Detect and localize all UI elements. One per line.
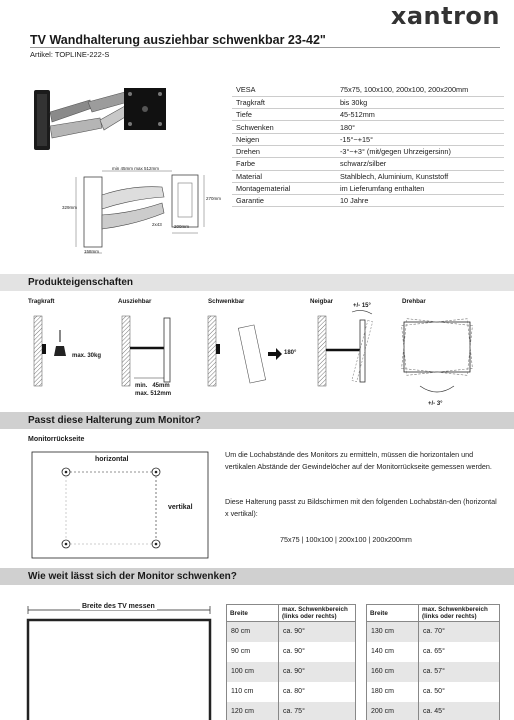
monitor-paragraph-1: Um die Lochabstände des Monitors zu ermitteln, müssen die horizontalen und vertikalen Abstände der Gewindelöcher auf der Monitorrückseite gemessen werden. xyxy=(225,450,492,471)
dim-label: 270mm xyxy=(206,196,222,201)
monitor-subtitle: Monitorrückseite xyxy=(28,436,85,443)
swivel-table-right xyxy=(366,604,500,720)
width-cell: 100 cm xyxy=(227,662,279,682)
col-range: max. Schwenkbereich (links oder rechts) xyxy=(419,605,500,622)
width-cell: 160 cm xyxy=(367,662,419,682)
product-photo xyxy=(30,78,205,170)
width-cell: 80 cm xyxy=(227,622,279,642)
table-row xyxy=(227,642,356,662)
range-cell: ca. 90° xyxy=(279,622,356,642)
range-cell: ca. 45° xyxy=(419,702,500,720)
table-row xyxy=(227,702,356,720)
width-cell: 130 cm xyxy=(367,622,419,642)
feature-note-neigbar: +/- 15° xyxy=(353,303,371,309)
spec-row xyxy=(232,170,504,182)
col-width: Breite xyxy=(367,605,419,622)
spec-value: im Lieferumfang enthalten xyxy=(336,182,504,194)
spec-key: Tiefe xyxy=(232,109,336,121)
dim-label: 158mm xyxy=(84,249,100,254)
width-cell: 90 cm xyxy=(227,642,279,662)
spec-key: Montagematerial xyxy=(232,182,336,194)
range-cell: ca. 70° xyxy=(419,622,500,642)
table-row xyxy=(367,662,500,682)
label-vertikal: vertikal xyxy=(168,504,193,511)
table-row xyxy=(367,642,500,662)
spec-row xyxy=(232,133,504,145)
technical-drawing xyxy=(72,165,222,260)
spec-row xyxy=(232,96,504,108)
spec-key: Garantie xyxy=(232,195,336,207)
range-cell: ca. 57° xyxy=(419,662,500,682)
spec-key: VESA xyxy=(232,84,336,96)
spec-value: 10 Jahre xyxy=(336,195,504,207)
tv-measure-label: Breite des TV messen xyxy=(82,603,155,610)
width-cell: 200 cm xyxy=(367,702,419,720)
feature-note-ausziehbar-min: min. 45mm xyxy=(135,383,170,389)
dim-label: 2x43 xyxy=(152,222,162,227)
width-cell: 110 cm xyxy=(227,682,279,702)
spec-row xyxy=(232,195,504,207)
tv-measure-diagram xyxy=(26,606,212,720)
spec-value: bis 30kg xyxy=(336,96,504,108)
monitor-paragraph-2: Diese Halterung passt zu Bildschirmen mit den folgenden Lochabstän-den (horizontal x vertikal): xyxy=(225,497,497,518)
spec-value: 180° xyxy=(336,121,504,133)
dim-label: 329mm xyxy=(62,205,78,210)
feature-label-drehbar: Drehbar xyxy=(402,298,426,305)
dim-label: min 45mm max 512mm xyxy=(112,166,160,171)
range-cell: ca. 90° xyxy=(279,662,356,682)
swivel-table-left xyxy=(226,604,356,720)
col-width: Breite xyxy=(227,605,279,622)
feature-note-schwenkbar: 180° xyxy=(284,350,297,356)
spec-row xyxy=(232,121,504,133)
page-title: TV Wandhalterung ausziehbar schwenkbar 23-42" xyxy=(30,33,326,47)
spec-key: Farbe xyxy=(232,158,336,170)
table-row xyxy=(367,682,500,702)
feature-note-drehbar: +/- 3° xyxy=(428,401,443,407)
col-range: max. Schwenkbereich (links oder rechts) xyxy=(279,605,356,622)
width-cell: 140 cm xyxy=(367,642,419,662)
section-monitor: Passt diese Halterung zum Monitor? xyxy=(0,412,514,429)
feature-label-ausziehbar: Ausziehbar xyxy=(118,298,152,305)
table-row xyxy=(367,622,500,642)
spec-row xyxy=(232,182,504,194)
range-cell: ca. 75° xyxy=(279,702,356,720)
spec-key: Tragkraft xyxy=(232,96,336,108)
brand-logo: xantron xyxy=(390,2,500,30)
dim-label: 200mm xyxy=(174,224,190,229)
feature-icons xyxy=(0,306,514,412)
feature-note-ausziehbar-max: max. 512mm xyxy=(135,391,172,397)
table-row xyxy=(227,622,356,642)
vesa-sizes: 75x75 | 100x100 | 200x100 | 200x200mm xyxy=(280,535,412,544)
width-cell: 120 cm xyxy=(227,702,279,720)
range-cell: ca. 80° xyxy=(279,682,356,702)
spec-row xyxy=(232,109,504,121)
section-features: Produkteigenschaften xyxy=(0,274,514,291)
table-row xyxy=(227,682,356,702)
spec-value: 45-512mm xyxy=(336,109,504,121)
spec-value: -15°~+15° xyxy=(336,133,504,145)
spec-key: Neigen xyxy=(232,133,336,145)
spec-value: 75x75, 100x100, 200x100, 200x200mm xyxy=(336,84,504,96)
spec-row xyxy=(232,158,504,170)
spec-key: Drehen xyxy=(232,145,336,157)
section-swivel: Wie weit lässt sich der Monitor schwenken? xyxy=(0,568,514,585)
table-row xyxy=(367,702,500,720)
spec-key: Schwenken xyxy=(232,121,336,133)
spec-key: Material xyxy=(232,170,336,182)
range-cell: ca. 90° xyxy=(279,642,356,662)
spec-value: schwarz/silber xyxy=(336,158,504,170)
width-cell: 180 cm xyxy=(367,682,419,702)
range-cell: ca. 50° xyxy=(419,682,500,702)
feature-label-neigbar: Neigbar xyxy=(310,298,334,305)
feature-note-tragkraft: max. 30kg xyxy=(72,353,102,359)
range-cell: ca. 65° xyxy=(419,642,500,662)
table-row xyxy=(227,662,356,682)
spec-table xyxy=(232,84,504,207)
spec-row xyxy=(232,145,504,157)
article-number: Artikel: TOPLINE-222-S xyxy=(30,50,110,59)
spec-value: -3°~+3° (mit/gegen Uhrzeigersinn) xyxy=(336,145,504,157)
spec-value: Stahlblech, Aluminium, Kunststoff xyxy=(336,170,504,182)
divider xyxy=(30,47,500,48)
spec-row xyxy=(232,84,504,96)
feature-label-schwenkbar: Schwenkbar xyxy=(208,298,245,305)
feature-label-tragkraft: Tragkraft xyxy=(28,298,55,305)
label-horizontal: horizontal xyxy=(95,456,129,463)
